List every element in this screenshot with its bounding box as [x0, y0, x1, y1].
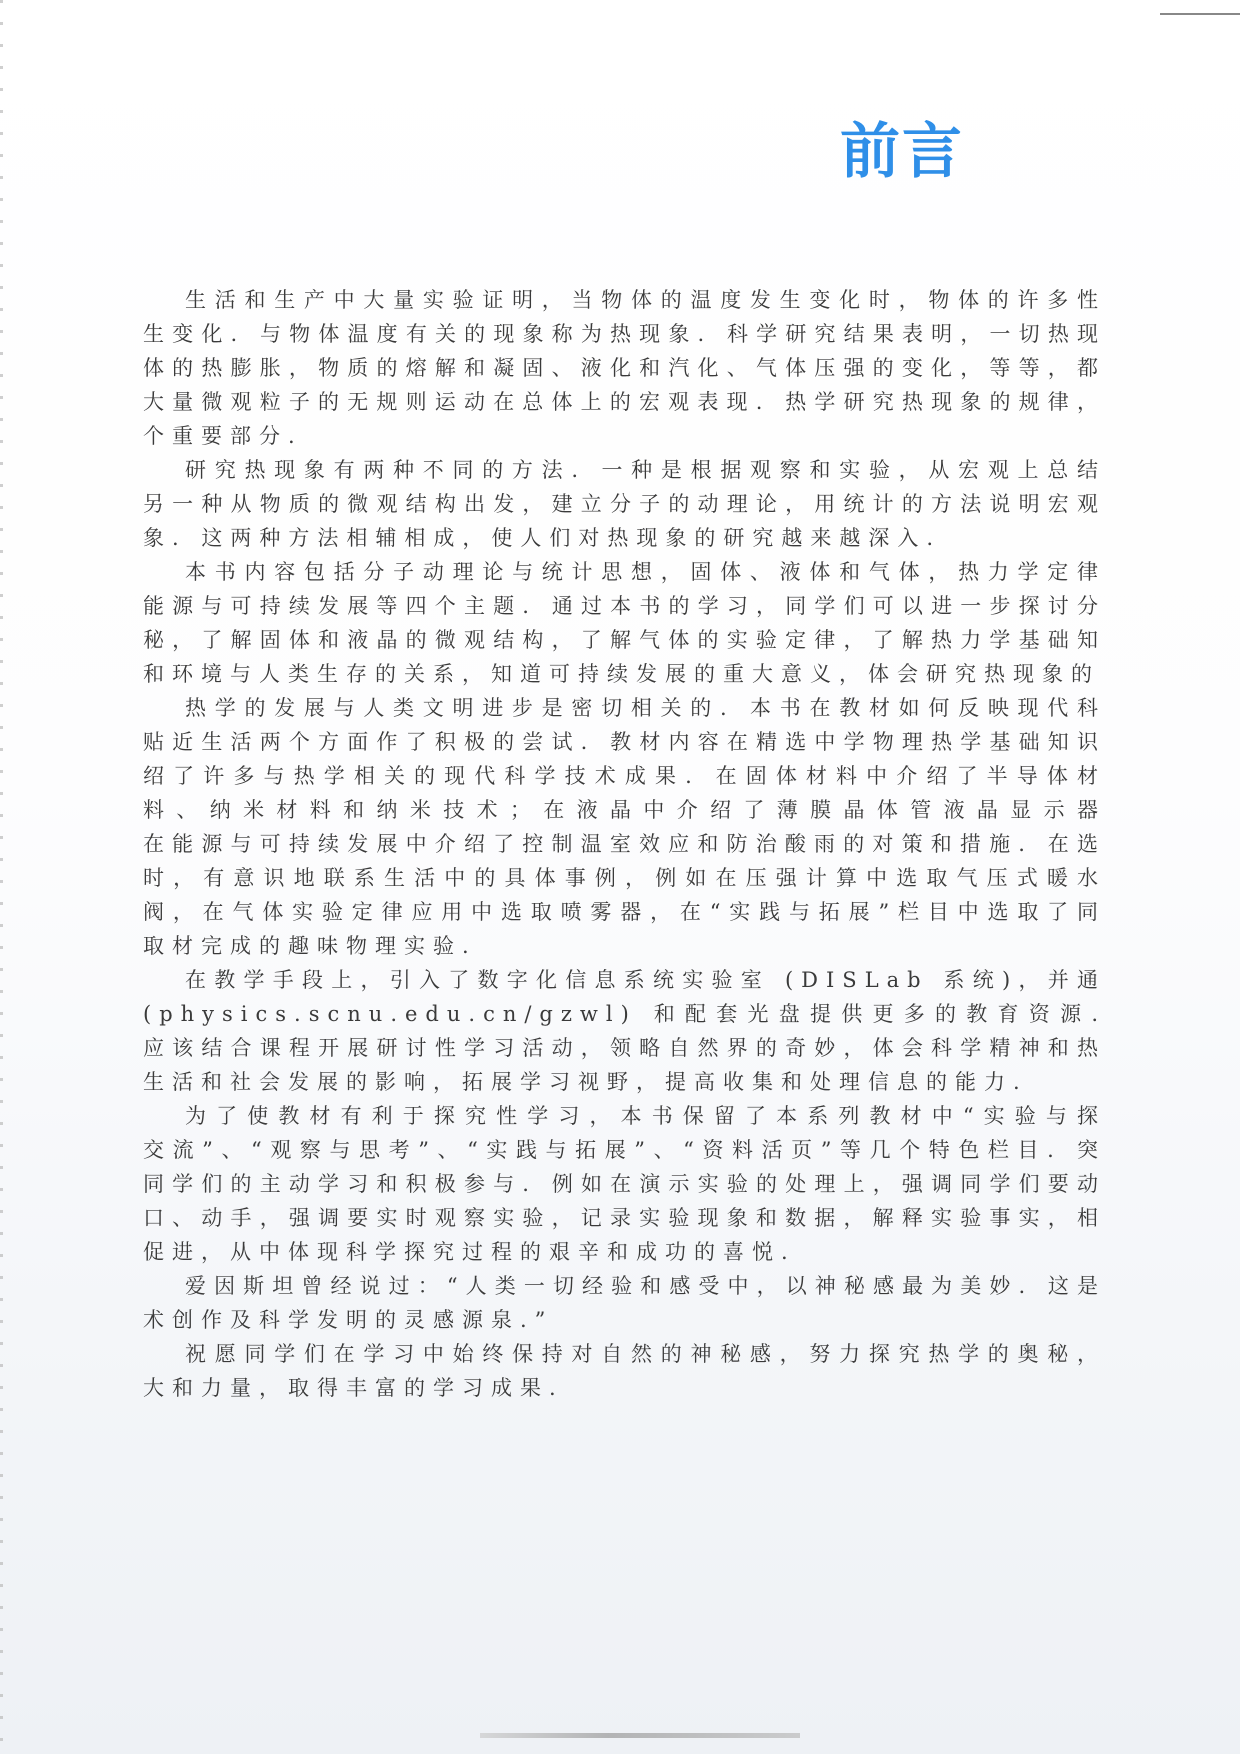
text-line: 和环境与人类生存的关系，知道可持续发展的重大意义，体会研究热现象的: [143, 662, 1100, 686]
text-line: 祝愿同学们在学习中始终保持对自然的神秘感，努力探究热学的奥秘，: [185, 1342, 1106, 1366]
preface-body: [143, 283, 1106, 1405]
text-line: 口、动手，强调要实时观察实验，记录实验现象和数据，解释实验事实，相: [143, 1206, 1106, 1230]
text-line: 绍了许多与热学相关的现代科学技术成果. 在固体材料中介绍了半导体材: [143, 764, 1106, 788]
text-line: 能源与可持续发展等四个主题. 通过本书的学习，同学们可以进一步探讨分: [143, 594, 1106, 618]
text-line: 促进，从中体现科学探究过程的艰辛和成功的喜悦.: [143, 1240, 796, 1264]
text-line: 秘，了解固体和液晶的微观结构，了解气体的实验定律，了解热力学基础知: [143, 628, 1106, 652]
text-line: 研究热现象有两种不同的方法. 一种是根据观察和实验，从宏观上总结: [185, 458, 1106, 482]
text-line: 在教学手段上，引入了数字化信息系统实验室 (DISLab 系统)，并通: [185, 968, 1106, 992]
text-line: 大和力量，取得丰富的学习成果.: [143, 1376, 564, 1400]
text-line: 象. 这两种方法相辅相成，使人们对热现象的研究越来越深入.: [143, 526, 942, 550]
text-line: 阀，在气体实验定律应用中选取喷雾器，在“实践与拓展”栏目中选取了同: [143, 900, 1106, 924]
page-title: 前言: [840, 117, 964, 187]
text-line: (physics.scnu.edu.cn/gzwl) 和配套光盘提供更多的教育资源.: [143, 1002, 1106, 1026]
text-line: 时，有意识地联系生活中的具体事例，例如在压强计算中选取气压式暖水: [143, 866, 1106, 890]
text-line: 交流”、“观察与思考”、“实践与拓展”、“资料活页”等几个特色栏目. 突: [143, 1138, 1106, 1162]
paragraph: [143, 691, 1106, 963]
text-line: 应该结合课程开展研讨性学习活动，领略自然界的奇妙，体会科学精神和热: [143, 1036, 1106, 1060]
text-line: 为了使教材有利于探究性学习，本书保留了本系列教材中“实验与探: [185, 1104, 1106, 1128]
text-line: 同学们的主动学习和积极参与. 例如在演示实验的处理上，强调同学们要动: [143, 1172, 1106, 1196]
text-line: 生活和社会发展的影响，拓展学习视野，提高收集和处理信息的能力.: [143, 1070, 1028, 1094]
text-line: 大量微观粒子的无规则运动在总体上的宏观表现. 热学研究热现象的规律，: [143, 390, 1106, 414]
paragraph: [143, 283, 1106, 453]
text-line: 生活和生产中大量实验证明，当物体的温度发生变化时，物体的许多性: [185, 288, 1106, 312]
text-line: 体的热膨胀，物质的熔解和凝固、液化和汽化、气体压强的变化，等等，都: [143, 356, 1106, 380]
text-line: 料、纳米材料和纳米技术；在液晶中介绍了薄膜晶体管液晶显示器: [143, 798, 1106, 822]
text-line: 术创作及科学发明的灵感源泉.”: [143, 1308, 554, 1332]
page-edge-marks: [0, 0, 3, 1754]
text-line: 热学的发展与人类文明进步是密切相关的. 本书在教材如何反映现代科: [185, 696, 1106, 720]
paragraph: [143, 1099, 1106, 1269]
bottom-scan-mark: [480, 1733, 800, 1738]
text-line: 另一种从物质的微观结构出发，建立分子的动理论，用统计的方法说明宏观: [143, 492, 1106, 516]
text-line: 爱因斯坦曾经说过：“人类一切经验和感受中，以神秘感最为美妙. 这是: [185, 1274, 1106, 1298]
text-line: 贴近生活两个方面作了积极的尝试. 教材内容在精选中学物理热学基础知识: [143, 730, 1106, 754]
paragraph: [143, 453, 1106, 555]
paragraph: [143, 555, 1106, 691]
top-rule: [1160, 13, 1240, 15]
text-line: 个重要部分.: [143, 424, 303, 448]
text-line: 生变化. 与物体温度有关的现象称为热现象. 科学研究结果表明，一切热现: [143, 322, 1106, 346]
text-line: 在能源与可持续发展中介绍了控制温室效应和防治酸雨的对策和措施. 在选: [143, 832, 1106, 856]
paragraph: [143, 1337, 1106, 1405]
paragraph: [143, 1269, 1106, 1337]
text-line: 取材完成的趣味物理实验.: [143, 934, 477, 958]
text-line: 本书内容包括分子动理论与统计思想，固体、液体和气体，热力学定律: [185, 560, 1106, 584]
paragraph: [143, 963, 1106, 1099]
